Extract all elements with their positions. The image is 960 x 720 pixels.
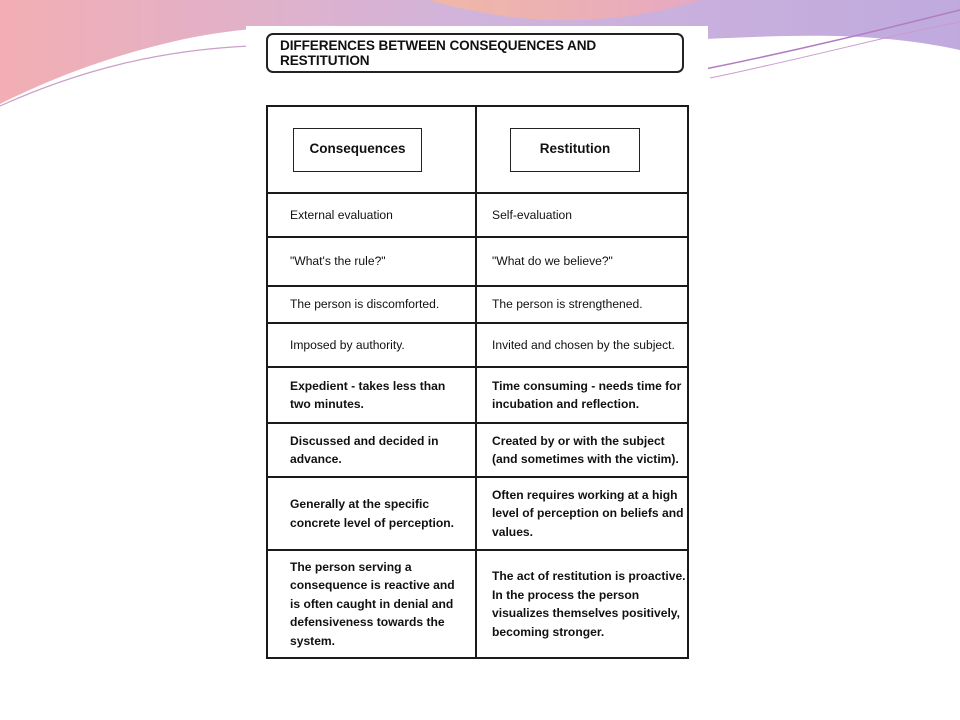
table-row [267,423,688,477]
table-row [267,286,688,323]
restitution-cell [476,550,688,658]
cell-line: The person is strengthened. [492,297,643,312]
cell-line: level of perception on beliefs and [492,506,684,521]
restitution-cell [476,286,688,323]
cell-line: becoming stronger. [492,624,605,639]
cell-line: The person serving a [290,559,412,574]
consequence-cell [267,423,476,477]
cell-line: External evaluation [290,207,393,222]
cell-line: "What do we believe?" [492,254,613,269]
consequences-header: Consequences [293,128,422,172]
header-cell-left [267,106,476,193]
cell-line: values. [492,524,534,539]
cell-line: incubation and reflection. [492,397,640,411]
cell-line: advance. [290,452,342,466]
cell-line: concrete level of perception. [290,515,454,530]
consequence-cell [267,550,476,658]
table-row [267,237,688,286]
restitution-cell [476,367,688,423]
cell-line: defensiveness towards the [290,615,445,630]
cell-line: (and sometimes with the victim). [492,452,679,466]
cell-line: "What's the rule?" [290,254,386,269]
cell-line: Created by or with the subject [492,433,665,448]
cell-line: Discussed and decided in [290,433,439,448]
cell-line: two minutes. [290,397,364,411]
header-cell-right [476,106,688,193]
comparison-table [266,105,689,659]
cell-line: consequence is reactive and [290,578,455,593]
cell-line: visualizes themselves positively, [492,606,680,620]
restitution-cell [476,423,688,477]
restitution-cell [476,323,688,367]
cell-line: Time consuming - needs time for [492,378,682,393]
table-row [267,477,688,550]
cell-line: In the process the person [492,587,640,602]
cell-line: Generally at the specific [290,497,430,511]
cell-line: system. [290,633,336,648]
cell-line: Invited and chosen by the subject. [492,337,675,352]
document-title: DIFFERENCES BETWEEN CONSEQUENCES AND RESTITUTION [266,33,684,73]
cell-line: The act of restitution is proactive. [492,569,686,583]
consequence-cell [267,193,476,237]
consequence-cell [267,323,476,367]
restitution-header: Restitution [510,128,640,172]
table-row [267,193,688,237]
restitution-cell [476,193,688,237]
table-row [267,367,688,423]
cell-line: is often caught in denial and [290,596,454,611]
consequence-cell [267,237,476,286]
consequence-cell [267,477,476,550]
header-row [267,106,688,193]
cell-line: Often requires working at a high [492,487,678,502]
table-row [267,550,688,658]
consequence-cell [267,367,476,423]
document-scan [246,26,708,720]
cell-line: Expedient - takes less than [290,378,446,393]
cell-line: Imposed by authority. [290,337,405,352]
restitution-cell [476,477,688,550]
table-row [267,323,688,367]
restitution-cell [476,237,688,286]
cell-line: The person is discomforted. [290,297,440,312]
cell-line: Self-evaluation [492,207,573,222]
consequence-cell [267,286,476,323]
